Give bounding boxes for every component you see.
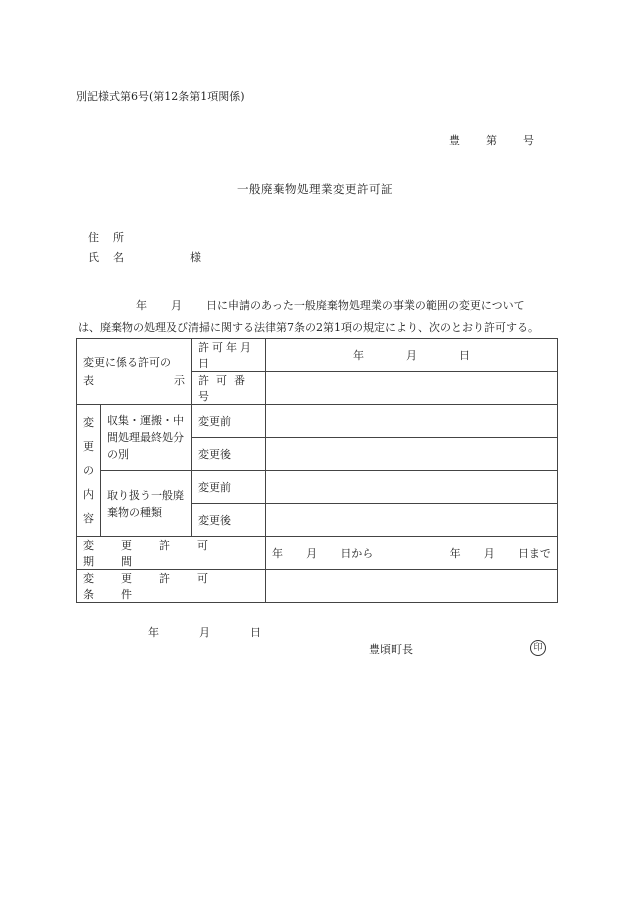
permit-date-value: [266, 339, 558, 372]
waste-before-label: 変更前: [192, 471, 266, 504]
honorific: 様: [190, 251, 201, 264]
period-value: [266, 537, 558, 570]
name-label: [88, 249, 201, 265]
permit-number-value: [266, 372, 558, 405]
body-line1: 日に申請のあった一般廃棄物処理業の事業の範囲の変更について: [206, 299, 525, 312]
name-label-1: 氏: [88, 251, 99, 264]
row-conditions: [77, 570, 558, 603]
form-number-label: 別記様式第6号(第12条第1項関係): [76, 90, 245, 103]
content-label-char: の: [83, 463, 94, 477]
permit-date-day: 日: [459, 349, 470, 362]
issue-date-month: 月: [199, 626, 210, 639]
permit-table: [76, 338, 558, 603]
body-year: 年: [136, 299, 147, 312]
content-label-char: 内: [83, 487, 94, 501]
display-label-line2: [83, 372, 185, 390]
display-label-cell: [77, 339, 192, 405]
waste-before-value: [266, 471, 558, 504]
content-label-cell: [77, 405, 101, 537]
address-label-2: 所: [113, 231, 124, 244]
row-collection-before: [77, 405, 558, 438]
collection-before-value: [266, 405, 558, 438]
permit-date-label: 許可年月日: [192, 339, 266, 372]
content-label-char: 容: [83, 511, 94, 525]
seal-mark: 印: [530, 640, 546, 656]
display-label-2b: 示: [174, 373, 185, 387]
waste-type-label: 取り扱う一般廃棄物の種類: [101, 471, 192, 537]
collection-before-label: 変更前: [192, 405, 266, 438]
period-day-to: 日まで: [517, 547, 551, 560]
row-period: [77, 537, 558, 570]
permit-date-month: 月: [406, 349, 417, 362]
issue-date-day: 日: [250, 626, 261, 639]
address-label: [88, 229, 124, 245]
document-number: [449, 132, 534, 148]
conditions-value: [266, 570, 558, 603]
issue-date-year: 年: [148, 626, 159, 639]
content-label-char: 変: [83, 415, 94, 429]
document-title: 一般廃棄物処理業変更許可証: [237, 182, 393, 196]
period-day-from: 日から: [340, 547, 374, 560]
body-paragraph: [78, 295, 560, 339]
issue-date: [148, 624, 261, 640]
conditions-label: 変更許可条件: [77, 570, 266, 603]
display-label-2a: 表: [83, 373, 94, 387]
period-month-from: 月: [306, 547, 318, 560]
row-permit-date: [77, 339, 558, 372]
collection-after-label: 変更後: [192, 438, 266, 471]
address-label-1: 住: [88, 231, 99, 244]
period-label: 変更許可期間: [77, 537, 266, 570]
permit-number-label: 許可番号: [192, 372, 266, 405]
period-month-to: 月: [483, 547, 495, 560]
doc-number-prefix: 豊: [449, 134, 460, 147]
doc-number-suffix: 号: [523, 134, 534, 147]
permit-date-year: 年: [353, 349, 364, 362]
period-year-from: 年: [272, 547, 283, 560]
issuer-title: 豊頃町長: [369, 643, 413, 656]
content-label-char: 更: [83, 439, 94, 453]
display-label-line1: 変更に係る許可の: [83, 355, 171, 369]
collection-label: 収集・運搬・中間処理最終処分の別: [101, 405, 192, 471]
name-label-2: 名: [113, 251, 124, 264]
waste-after-value: [266, 504, 558, 537]
collection-after-value: [266, 438, 558, 471]
body-month: 月: [171, 299, 182, 312]
period-year-to: 年: [449, 547, 461, 560]
row-waste-before: [77, 471, 558, 504]
doc-number-mid: 第: [486, 134, 497, 147]
waste-after-label: 変更後: [192, 504, 266, 537]
body-line2: は、廃棄物の処理及び清掃に関する法律第7条の2第1項の規定により、次のとおり許可する。: [78, 321, 539, 334]
